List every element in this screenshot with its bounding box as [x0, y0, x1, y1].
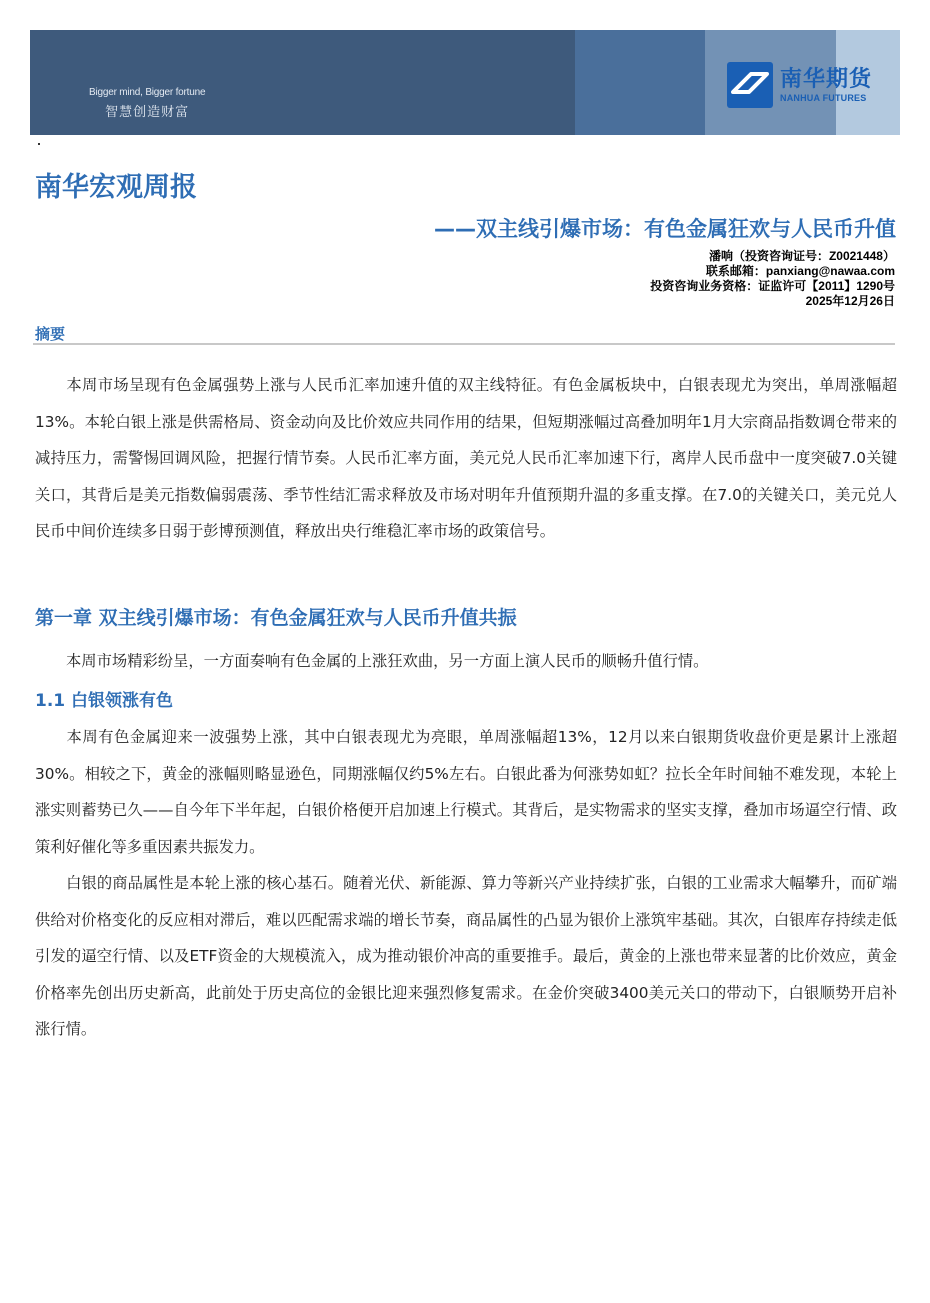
- logo-english-name: NANHUA FUTURES: [780, 92, 867, 103]
- author-info: [650, 249, 895, 309]
- report-title: 南华宏观周报: [35, 172, 197, 203]
- report-date: 2025年12月26日: [805, 294, 895, 308]
- logo-text: [780, 68, 872, 103]
- section-paragraph-2-text: 白银的商品属性是本轮上涨的核心基石。随着光伏、新能源、算力等新兴产业持续扩张，白银的工业需求大幅攀升，而矿端供给对价格变化的反应相对滞后，难以匹配需求端的增长节奏，商品属性的凸显为银价上涨筑牢基础。其次，白银库存持续走低引发的逼空行情、以及ETF资金的大规模流入，成为推动银价冲高的重要推手。最后，黄金的上涨也带来显著的比价效应，黄金价格率先创出历史新高，此前处于历史高位的金银比迎来强烈修复需求。在金价突破3400美元关口的带动下，白银顺势开启补涨行情。: [35, 874, 897, 1038]
- section-paragraph-1-text: 本周有色金属迎来一波强势上涨，其中白银表现尤为亮眼，单周涨幅超13%，12月以来白银期货收盘价更是累计上涨超30%。相较之下，黄金的涨幅则略显逊色，同期涨幅仅约5%左右。白银此番为何涨势如虹？拉长全年时间轴不难发现，本轮上涨实则蓄势已久——自今年下半年起，白银价格便开启加速上行模式。其背后，是实物需求的坚实支撑，叠加市场逼空行情、政策利好催化等多重因素共振发力。: [35, 728, 897, 856]
- slogan: [89, 87, 205, 120]
- chapter-heading: 第一章 双主线引爆市场：有色金属狂欢与人民币升值共振: [35, 607, 517, 629]
- abstract-divider: [33, 343, 895, 345]
- banner-band-medium: [575, 30, 705, 135]
- abstract-text: 本周市场呈现有色金属强势上涨与人民币汇率加速升值的双主线特征。有色金属板块中，白银表现尤为突出，单周涨幅超13%。本轮白银上涨是供需格局、资金动向及比价效应共同作用的结果，但短期涨幅过高叠加明年1月大宗商品指数调仓带来的减持压力，需警惕回调风险，把握行情节奏。人民币汇率方面，美元兑人民币汇率加速下行，离岸人民币盘中一度突破7.0关键关口，其背后是美元指数偏弱震荡、季节性结汇需求释放及市场对明年升值预期升温的多重支撑。在7.0的关键关口，美元兑人民币中间价连续多日弱于彭博预测值，释放出央行维稳汇率市场的政策信号。: [35, 376, 897, 540]
- nanhua-logo-icon: [727, 62, 773, 108]
- abstract-paragraph: [35, 367, 897, 550]
- slogan-chinese: 智慧创造财富: [105, 105, 190, 120]
- logo-chinese-name: 南华期货: [780, 66, 873, 92]
- stray-dot: [38, 143, 40, 145]
- company-logo: [727, 62, 872, 108]
- slogan-english: Bigger mind, Bigger fortune: [89, 87, 206, 98]
- banner-band-dark: [30, 30, 575, 135]
- report-subtitle: ——双主线引爆市场：有色金属狂欢与人民币升值: [434, 217, 896, 241]
- section-heading: 1.1 白银领涨有色: [35, 691, 174, 711]
- section-paragraph-1: [35, 719, 897, 865]
- license-info: 投资咨询业务资格：证监许可【2011】1290号: [650, 279, 895, 293]
- author-name: 潘响（投资咨询证号：Z0021448）: [708, 249, 895, 263]
- abstract-heading: 摘要: [35, 325, 66, 343]
- chapter-intro-paragraph: [35, 643, 897, 680]
- section-paragraph-2: [35, 865, 897, 1048]
- author-email: 联系邮箱：panxiang@nawaa.com: [705, 264, 895, 278]
- chapter-intro-text: 本周市场精彩纷呈，一方面奏响有色金属的上涨狂欢曲，另一方面上演人民币的顺畅升值行情。: [66, 652, 709, 670]
